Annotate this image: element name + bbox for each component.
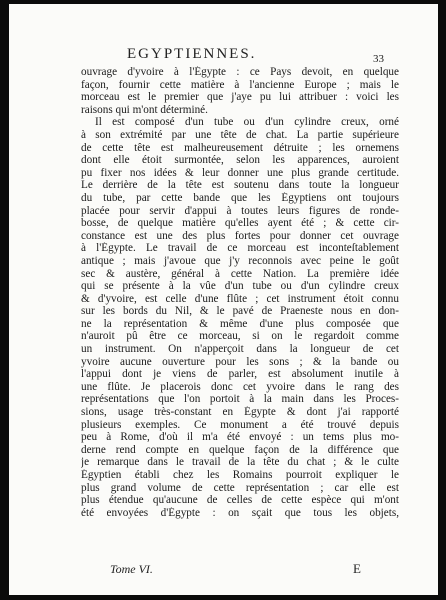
text-line: antique ; mais j'avoue que j'y reconnois avec peine le goût (81, 254, 399, 267)
text-line: une flûte. Je placerois donc cet yvoire dans le rang des (81, 380, 399, 393)
body-text (81, 66, 399, 519)
text-line: du tube, par cette bande que les Égyptiens ont toujours (81, 191, 399, 204)
text-line: n'auroit pû être ce morceau, si on le regardoit comme (81, 330, 399, 343)
text-line: raisons qui m'ont déterminé. (81, 103, 208, 116)
text-line: qui se présente à la vûe d'un tube ou d'un cylindre creux (81, 280, 399, 293)
text-line: à l'Égypte. Le travail de ce morceau est inconteſtablement (81, 242, 399, 255)
text-line: yvoire aucune ouverture pour les sons ; & la bande ou (81, 355, 399, 368)
text-line: derne rend compte en quelque façon de la différence que (81, 443, 399, 456)
text-line: à son extrémité par une tête de chat. La partie supérieure (81, 128, 399, 141)
book-page (9, 4, 438, 595)
text-line: morceau est le premier que j'aye pu lui attribuer : voici les (81, 91, 399, 104)
text-line: de cette tête est malheureusement détruite ; les ornemens (81, 141, 399, 154)
running-head: EGYPTIENNES. (127, 46, 257, 62)
text-line: bosse, de quelque matière qu'elles ayent été ; & cette cir- (81, 217, 399, 230)
text-line: façon, fournir cette matière à l'ancienne Europe ; mais le (81, 78, 399, 91)
text-line: plus étendue qu'aucune de celles de cette espèce qui m'ont (81, 494, 399, 507)
text-line: je remarque dans le travail de la tête du chat ; & le culte (81, 456, 399, 469)
text-line: dont elle étoit surmontée, selon les apparences, auroient (81, 154, 399, 167)
text-line: Égyptien établi chez les Romains pourroit expliquer le (81, 469, 399, 481)
text-line: Le derrière de la tête est soutenu dans toute la longueur (81, 179, 399, 192)
text-line: ouvrage d'yvoire à l'Égypte : ce Pays devoit, en quelque (81, 66, 399, 78)
text-line: sions, usage très-constant en Égypte & dont j'ai rapporté (81, 406, 399, 419)
text-line: représentations que l'on portoit à la main dans les Proces- (81, 393, 399, 406)
signature-mark: E (353, 561, 361, 576)
text-line: un instrument. On n'apperçoit dans la longueur de cet (81, 343, 399, 356)
text-line: sur les bords du Nil, & le pavé de Praeneste nous en don- (81, 305, 399, 318)
text-line: peu à Rome, d'où il m'a été envoyé : un tems plus mo- (81, 431, 399, 444)
text-line: & d'yvoire, est celle d'une flûte ; cet instrument étoit connu (81, 292, 399, 305)
text-line: plusieurs exemples. Ce monument a été trouvé depuis (81, 418, 399, 431)
text-line: pu fixer nos idées & leur donner une plus grande certitude. (81, 166, 399, 179)
text-line: l'appui dont je viens de parler, est absolument inutile à (81, 368, 399, 381)
text-line: été envoyées d'Égypte : on sçait que tous les objets, (81, 506, 399, 519)
text-line: Il est composé d'un tube ou d'un cylindre creux, orné (95, 116, 399, 129)
text-line: sec & austère, général à cette Nation. La première idée (81, 267, 399, 280)
text-line: constance est une des plus fortes pour donner cet ouvrage (81, 229, 399, 242)
text-line: placée pour servir d'appui à toutes leurs figures de ronde- (81, 204, 399, 217)
volume-footer: Tome VI. (110, 562, 153, 576)
page-number: 33 (373, 53, 384, 65)
text-line: ne la représentation & même d'une plus composée que (81, 317, 399, 330)
text-line: plus grand volume de cette représentation ; car elle est (81, 481, 399, 494)
